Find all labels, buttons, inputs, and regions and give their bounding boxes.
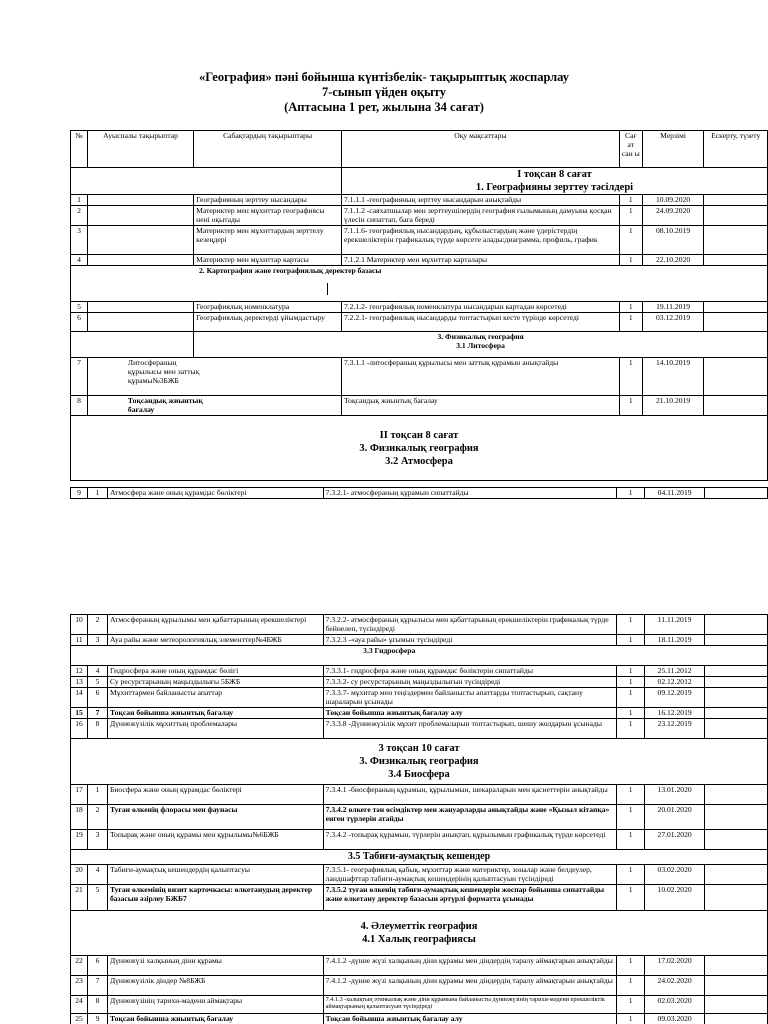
date: 10.09.2020	[642, 195, 704, 206]
lesson-topic: Тоқсан бойынша жиынтық бағалау	[107, 708, 323, 719]
quarter-lesson-number: 6	[87, 688, 107, 708]
hours: 1	[617, 488, 645, 499]
title-line-3: (Аптасына 1 рет, жылына 34 сағат)	[284, 100, 484, 114]
learning-objective: 7.3.3.1- гидросфера және оның құрамдас бөліктерін сипаттайды	[323, 666, 617, 677]
row-number: 18	[71, 805, 88, 830]
hours: 1	[619, 206, 642, 226]
hours: 1	[619, 255, 642, 266]
row-number: 17	[71, 785, 88, 805]
table-row	[71, 677, 768, 688]
date: 23.12.2019	[645, 719, 705, 739]
date: 19.11.2019	[642, 302, 704, 313]
row-number: 22	[71, 956, 88, 976]
hours: 1	[619, 302, 642, 313]
section-3-title: 3. Физикалық география	[359, 756, 479, 767]
quarter-lesson-number: 1	[87, 785, 107, 805]
row-number: 19	[71, 830, 88, 850]
learning-objective: 7.3.2.2- атмосфераның құрылысы мен қабаттарының ерекшеліктерін графикалық түрде бейнелеп, түсіндіреді	[323, 615, 617, 635]
learning-objective: 7.4.1.3 -халықтың этникалық және діни құрамына байланысты дүниежүзінің тарихи-мәдени ерекшеліктік аймақтарының қалыптасуын түсіндіреді	[323, 996, 617, 1014]
table-row	[71, 688, 768, 708]
header-no: №	[71, 131, 88, 168]
learning-objective: Тоқсандық жиынтық бағалау	[341, 396, 619, 416]
date: 03.02.2020	[645, 865, 705, 885]
quarter-lesson-number: 5	[87, 885, 107, 911]
learning-objective: 7.3.4.2 -топырақ құрамын, түрлерін анықтап, құрылымын графикалық түрде көрсетеді	[323, 830, 617, 850]
table-row	[71, 488, 768, 499]
plan-table-1	[70, 130, 768, 481]
quarter-lesson-number: 2	[87, 805, 107, 830]
plan-table-2	[70, 614, 768, 1024]
learning-objective: 7.3.3.8 -Дүниежүзілік мұхит проблемаларын топтастырып, шешу жолдарын ұсынады	[323, 719, 617, 739]
lesson-topic	[87, 358, 341, 396]
quarter-lesson-number: 4	[87, 865, 107, 885]
hours: 1	[617, 865, 645, 885]
hours: 1	[617, 885, 645, 911]
quarter-lesson-number: 3	[87, 830, 107, 850]
lesson-topic: Географияның зерттеу нысандары	[194, 195, 342, 206]
plan-table-row-9	[70, 487, 768, 499]
learning-objective: 7.3.2.1- атмосфераның құрамын сипаттайды	[323, 488, 617, 499]
learning-objective: 7.3.3.7- мұхитар мен теңіздермен байланысты апаттарды топтастырып, сақтану шараларын ұсынады	[323, 688, 617, 708]
date: 24.09.2020	[642, 206, 704, 226]
table-row	[71, 885, 768, 911]
header-lesson-topics: Сабақтардың тақырыптары	[194, 131, 342, 168]
table-row	[71, 195, 768, 206]
row-number: 9	[71, 488, 88, 499]
header-notes: Ескерту, түзету	[704, 131, 768, 168]
title-line-1: «География» пәні бойынша күнтізбелік- тақырыптық жоспарлау	[199, 70, 569, 84]
row-number: 6	[71, 313, 88, 332]
lesson-topic-text: Тоқсандық жиынтық бағалау	[127, 396, 203, 414]
learning-objective: 7.1.1.2 -саяхатшылар мен зерттеушілердің география ғылымының дамуына қосқан үлесін сипаттап, баға береді	[341, 206, 619, 226]
lesson-topic	[87, 396, 341, 416]
date: 16.12.2019	[645, 708, 705, 719]
header-date: Мерзімі	[642, 131, 704, 168]
date: 27.01.2020	[645, 830, 705, 850]
learning-objective: 7.2.2.1- географиялық нысандарды топтастырып кесте түрінде көрсетеді	[341, 313, 619, 332]
date: 11.11.2019	[645, 615, 705, 635]
row-number: 5	[71, 302, 88, 313]
section-header	[71, 911, 768, 956]
quarter-lesson-number: 5	[87, 677, 107, 688]
lesson-topic: Материктер мен мұхиттар географиясы нені оқытады	[194, 206, 342, 226]
lesson-topic: Су ресурстарының маңыздылығы 5БЖБ	[107, 677, 323, 688]
lesson-topic: Материктер мен мұхиттардың зерттелу кезеңдері	[194, 226, 342, 255]
table-row	[71, 358, 768, 396]
learning-objective: 7.3.5.1- географиялық қабық, мұхиттар және материктер, зоналар және белдеулер, ландшафттар табиғи-аумақтық кешендерінің қалыптасуын түсіндіреді	[323, 865, 617, 885]
date: 03.12.2019	[642, 313, 704, 332]
date: 09.03.2020	[645, 1014, 705, 1024]
quarter-lesson-number: 1	[87, 488, 107, 499]
lesson-topic: Табиғи-аумақтық кешендердің қалыптасуы	[107, 865, 323, 885]
learning-objective: 7.1.1.1 -географияның зерттеу нысандарын анықтайды	[341, 195, 619, 206]
row-number: 14	[71, 688, 88, 708]
learning-objective: Тоқсан бойынша жиынтық бағалау алу	[323, 708, 617, 719]
hours: 1	[617, 615, 645, 635]
subsection-3-title: 3. Физикалық география	[437, 332, 524, 341]
row-number: 16	[71, 719, 88, 739]
table-row	[71, 255, 768, 266]
hours: 1	[619, 358, 642, 396]
section-3-5-title: 3.5 Табиғи-аумақтық кешендер	[347, 851, 491, 862]
hours: 1	[619, 313, 642, 332]
header-objectives: Оқу мақсаттары	[341, 131, 619, 168]
subsection-3-1-title: 3.1 Литосфера	[456, 341, 505, 350]
date: 02.03.2020	[645, 996, 705, 1014]
lesson-topic: Туған өлкенің флорасы мен фаунасы	[107, 805, 323, 830]
learning-objective: 7.3.4.1 -биосфераның құрамын, құрылымын, шекараларын мен қасиеттерін анықтайды	[323, 785, 617, 805]
row-number: 3	[71, 226, 88, 255]
quarter-lesson-number: 7	[87, 976, 107, 996]
learning-objective: 7.3.3.2- су ресурстарының маңыздылығын түсіндіреді	[323, 677, 617, 688]
quarter-lesson-number: 7	[87, 708, 107, 719]
quarter-lesson-number: 2	[87, 615, 107, 635]
quarter-1-title: І тоқсан 8 сағат	[517, 169, 592, 180]
row-number: 23	[71, 976, 88, 996]
date: 25.11.2012	[645, 666, 705, 677]
row-number: 10	[71, 615, 88, 635]
lesson-topic: Материктер мен мұхиттар картасы	[194, 255, 342, 266]
lesson-topic: Ауа райы және метеорологиялық элементтер№4БЖБ	[107, 635, 323, 646]
row-number: 7	[71, 358, 88, 396]
row-number: 25	[71, 1014, 88, 1024]
table-row	[71, 206, 768, 226]
section-4-title: 4. Әлеуметтік география	[360, 921, 478, 932]
date: 13.01.2020	[645, 785, 705, 805]
date: 20.01.2020	[645, 805, 705, 830]
lesson-topic: Географиялық номенклатура	[194, 302, 342, 313]
quarter-3-title: 3 тоқсан 10 сағат	[378, 743, 460, 754]
quarter-lesson-number: 8	[87, 719, 107, 739]
learning-objective: 7.1.2.1 Материктер мен мұхиттар карталары	[341, 255, 619, 266]
table-row	[71, 708, 768, 719]
date: 04.11.2019	[645, 488, 705, 499]
document-title	[0, 70, 768, 115]
section-header	[71, 850, 768, 865]
section-3-2-title: 3.2 Атмосфера	[385, 455, 453, 467]
section-header	[71, 416, 768, 481]
text-cursor-mark	[327, 283, 328, 295]
learning-objective: 7.2.1.2- географиялық номенклатура нысандарын картадан көрсетеді	[341, 302, 619, 313]
row-number: 4	[71, 255, 88, 266]
row-number: 15	[71, 708, 88, 719]
learning-objective: 7.3.5.2 туған өлкенің табиғи-аумақтық кешендерін жоспар бойынша сипаттайды және өлкетану деректер базасын әртүрлі форматта ұсынады	[323, 885, 617, 911]
table-row	[71, 302, 768, 313]
quarter-lesson-number: 3	[87, 635, 107, 646]
date: 22.10.2020	[642, 255, 704, 266]
table-row	[71, 226, 768, 255]
hours: 1	[617, 805, 645, 830]
hours: 1	[617, 635, 645, 646]
date: 10.02.2020	[645, 885, 705, 911]
row-number: 21	[71, 885, 88, 911]
lesson-topic: Географиялық деректерді ұйымдастыру	[194, 313, 342, 332]
lesson-topic: Атмосфера және оның құрамдас бөліктері	[107, 488, 323, 499]
lesson-topic-text: Литосфераның құрылысы мен заттық құрамы№3БЖБ	[127, 358, 200, 385]
lesson-topic: Дүниежүзінің тарихи-мәдени аймақтары	[107, 996, 323, 1014]
hours: 1	[617, 1014, 645, 1024]
quarter-2-title: ІІ тоқсан 8 сағат	[379, 429, 459, 441]
hours: 1	[617, 666, 645, 677]
quarter-lesson-number: 9	[87, 1014, 107, 1024]
table-row	[71, 996, 768, 1014]
lesson-topic: Топырақ және оның құрамы мен құрылымы№6БЖБ	[107, 830, 323, 850]
lesson-topic: Туған өлкемінің визит карточкасы: өлкетанудың деректер базасын әзірлеу БЖБ7	[107, 885, 323, 911]
learning-objective: 7.3.1.1 -литосфераның құрылысы мен заттық құрамын анықтайды	[341, 358, 619, 396]
table-row	[71, 830, 768, 850]
table-row	[71, 785, 768, 805]
date: 18.11.2019	[645, 635, 705, 646]
row-number: 24	[71, 996, 88, 1014]
date: 17.02.2020	[645, 956, 705, 976]
hours: 1	[619, 226, 642, 255]
hours: 1	[617, 956, 645, 976]
table-row	[71, 396, 768, 416]
subsection-header	[71, 332, 768, 358]
table-row	[71, 615, 768, 635]
quarter-lesson-number: 4	[87, 666, 107, 677]
title-line-2: 7-сынып үйден оқыту	[321, 85, 447, 99]
hours: 1	[617, 976, 645, 996]
section-header	[71, 168, 768, 195]
quarter-lesson-number: 6	[87, 956, 107, 976]
header-cross-topic: Ауыспалы тақырыптар	[87, 131, 193, 168]
table-row	[71, 1014, 768, 1024]
lesson-topic: Тоқсан бойынша жиынтық бағалау	[107, 1014, 323, 1024]
table-row	[71, 805, 768, 830]
date: 02.12.2012	[645, 677, 705, 688]
table-row	[71, 956, 768, 976]
subsection-header	[71, 646, 768, 666]
hours: 1	[617, 708, 645, 719]
lesson-topic: Дүниежүзілік мұхиттың проблемалары	[107, 719, 323, 739]
row-number: 12	[71, 666, 88, 677]
learning-objective: 7.3.4.2 өлкеге тән өсімдіктер мен жануарларды анықтайды және «Қызыл кітапқа» енген түрлерін атайды	[323, 805, 617, 830]
learning-objective: 7.1.1.6- географиялық нысандардың, құбылыстардың және үдерістердің ерекшеліктерін графикалық түрде көрсете алады:диаграмма, профиль, график	[341, 226, 619, 255]
table-row	[71, 635, 768, 646]
table-row	[71, 313, 768, 332]
row-number: 1	[71, 195, 88, 206]
hours: 1	[617, 677, 645, 688]
subsection-2-title: 2. Картография және географиялық деректер базасы	[199, 266, 382, 275]
section-3-4-title: 3.4 Биосфера	[388, 769, 450, 780]
table-row	[71, 976, 768, 996]
hours: 1	[617, 719, 645, 739]
hours: 1	[617, 830, 645, 850]
hours: 1	[619, 195, 642, 206]
section-header	[71, 739, 768, 785]
subsection-3-3-title: 3.3 Гидросфера	[363, 646, 416, 655]
section-3-title: 3. Физикалық география	[359, 442, 479, 454]
learning-objective: 7.4.1.2 -дүние жүзі халқының діни құрамы мен діндердің таралу аймақтарын анықтайды	[323, 976, 617, 996]
lesson-topic: Биосфера және оның құрамдас бөліктері	[107, 785, 323, 805]
table-header-row	[71, 131, 768, 168]
lesson-topic: Атмосфераның құрылымы мен қабаттарының ерекшеліктері	[107, 615, 323, 635]
date: 24.02.2020	[645, 976, 705, 996]
table-row	[71, 865, 768, 885]
lesson-topic: Гидросфера және оның құрамдас бөлігі	[107, 666, 323, 677]
lesson-topic: Мұхиттармен байланысты апаттар	[107, 688, 323, 708]
lesson-topic: Дүниежүзі халқының діни құрамы	[107, 956, 323, 976]
date: 21.10.2019	[642, 396, 704, 416]
date: 09.12.2019	[645, 688, 705, 708]
hours: 1	[619, 396, 642, 416]
hours: 1	[617, 996, 645, 1014]
learning-objective: 7.4.1.2 -дүние жүзі халқының діни құрамы мен діндердің таралу аймақтарын анықтайды	[323, 956, 617, 976]
date: 08.10.2019	[642, 226, 704, 255]
hours: 1	[617, 785, 645, 805]
header-hours: Сағ ат сан ы	[619, 131, 642, 168]
row-number: 8	[71, 396, 88, 416]
section-4-1-title: 4.1 Халық географиясы	[362, 934, 476, 945]
table-row	[71, 666, 768, 677]
hours: 1	[617, 688, 645, 708]
date: 14.10.2019	[642, 358, 704, 396]
lesson-topic: Дүниежүзілік діндер №8БЖБ	[107, 976, 323, 996]
quarter-lesson-number: 8	[87, 996, 107, 1014]
table-row	[71, 719, 768, 739]
row-number: 13	[71, 677, 88, 688]
subsection-header	[71, 266, 768, 302]
row-number: 20	[71, 865, 88, 885]
learning-objective: Тоқсан бойынша жиынтық бағалау алу	[323, 1014, 617, 1024]
learning-objective: 7.3.2.3 -«ауа райы» ұғымын түсіндіреді	[323, 635, 617, 646]
row-number: 11	[71, 635, 88, 646]
section-1-title: 1. Географияны зерттеу тәсілдері	[475, 182, 634, 193]
row-number: 2	[71, 206, 88, 226]
